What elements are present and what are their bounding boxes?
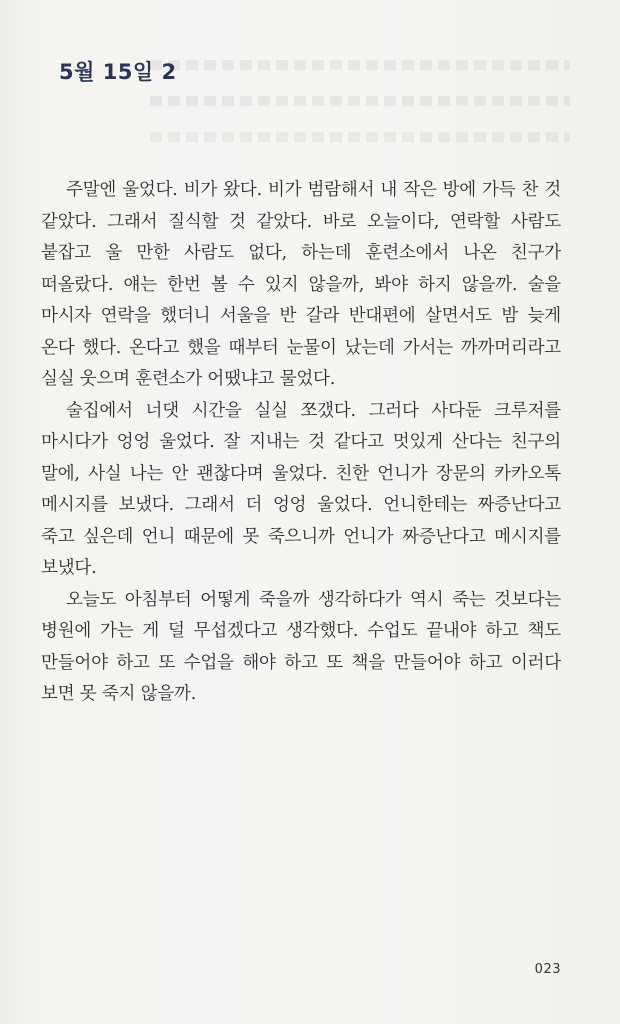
page-title: 5월 15일 2: [59, 60, 177, 84]
body-text: [41, 175, 561, 711]
paragraph: 주말엔 울었다. 비가 왔다. 비가 범람해서 내 작은 방에 가득 찬 것 같았다. 그래서 질식할 것 같았다. 바로 오늘이다, 연락할 사람도 붙잡고 울 만한 사람도 없다, 하는데 훈련소에서 나온 친구가 떠올랐다. 얘는 한번 볼 수 있지 않을까, 봐야 하지 않을까. 술을 마시자 연락을 했더니 서울을 반 갈라 반대편에 살면서도 밤 늦게 온다 했다. 온다고 했을 때부터 눈물이 났는데 가서는 까까머리라고 실실 웃으며 훈련소가 어땠냐고 물었다.: [41, 180, 561, 389]
show-through-text: [150, 60, 570, 180]
page-number: 023: [534, 962, 561, 977]
paragraph: 술집에서 너댓 시간을 실실 쪼갰다. 그러다 사다둔 크루저를 마시다가 엉엉 울었다. 잘 지내는 것 같다고 멋있게 산다는 친구의 말에, 사실 나는 안 괜찮다며 울었다. 친한 언니가 장문의 카카오톡 메시지를 보냈다. 그래서 더 엉엉 울었다. 언니한테는 짜증난다고 죽고 싶은데 언니 때문에 못 죽으니까 언니가 짜증난다고 메시지를 보냈다.: [41, 400, 561, 578]
paragraph: 오늘도 아침부터 어떻게 죽을까 생각하다가 역시 죽는 것보다는 병원에 가는 게 덜 무섭겠다고 생각했다. 수업도 끝내야 하고 책도 만들어야 하고 또 수업을 해야 하고 또 책을 만들어야 하고 이러다 보면 못 죽지 않을까.: [41, 589, 561, 704]
